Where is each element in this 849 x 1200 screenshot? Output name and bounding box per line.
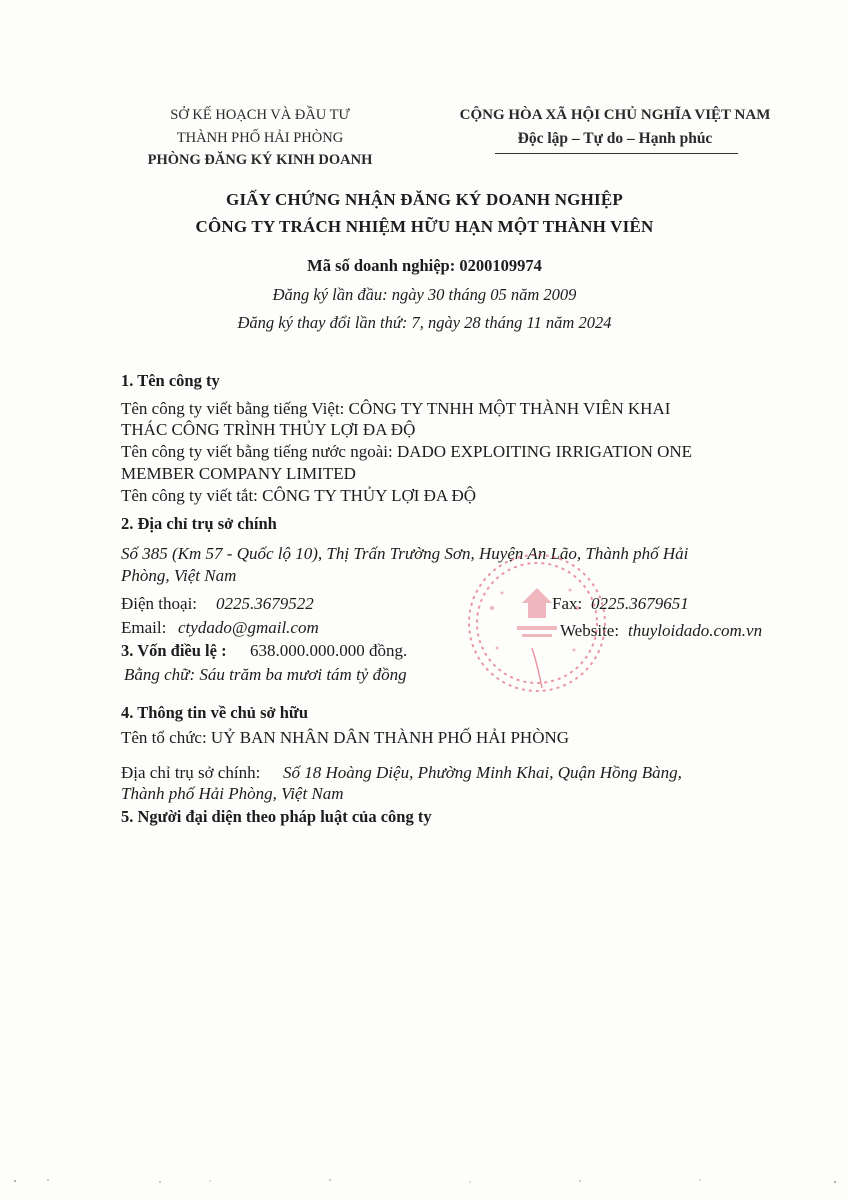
agency-line-2: THÀNH PHỐ HẢI PHÒNG (176, 130, 344, 146)
fax-value: 0225.3679651 (591, 594, 689, 613)
official-seal-icon (462, 548, 612, 698)
owner-org-name: Tên tổ chức: UỶ BAN NHÂN DÂN THÀNH PHỐ HẢI PHÒNG (121, 728, 570, 747)
owner-address-line-1: Số 18 Hoàng Diệu, Phường Minh Khai, Quận Hồng Bàng, (283, 763, 682, 782)
document-title-line-1: GIẤY CHỨNG NHẬN ĐĂNG KÝ DOANH NGHIỆP (226, 190, 623, 209)
section-5-heading: 5. Người đại diện theo pháp luật của công ty (121, 807, 432, 826)
owner-address-line-2: Thành phố Hải Phòng, Việt Nam (121, 784, 344, 803)
website-label: Website: (560, 621, 620, 640)
agency-line-1: SỞ KẾ HOẠCH VÀ ĐẦU TƯ (170, 107, 350, 123)
address-line-2: Phòng, Việt Nam (121, 566, 237, 585)
scan-noise (0, 1176, 849, 1186)
foreign-name-line-1: Tên công ty viết bằng tiếng nước ngoài: DADO EXPLOITING IRRIGATION ONE (121, 442, 693, 461)
short-name: Tên công ty viết tắt: CÔNG TY THỦY LỢI ĐA ĐỘ (121, 486, 477, 505)
charter-capital: 638.000.000.000 đồng. (250, 641, 408, 660)
phone-label: Điện thoại: (121, 594, 198, 613)
website-value: thuyloidado.com.vn (628, 621, 763, 640)
phone-value: 0225.3679522 (216, 594, 314, 613)
section-1-heading: 1. Tên công ty (121, 371, 220, 390)
section-2-heading: 2. Địa chỉ trụ sở chính (121, 514, 277, 533)
motto-underline (495, 153, 738, 154)
amendment-info: Đăng ký thay đổi lần thứ: 7, ngày 28 tháng 11 năm 2024 (237, 313, 612, 332)
capital-in-words: Bằng chữ: Sáu trăm ba mươi tám tỷ đồng (124, 665, 407, 684)
foreign-name-line-2: MEMBER COMPANY LIMITED (121, 464, 356, 483)
owner-address-label: Địa chỉ trụ sở chính: (121, 763, 261, 782)
national-motto: Độc lập – Tự do – Hạnh phúc (517, 130, 713, 147)
national-title: CỘNG HÒA XÃ HỘI CHỦ NGHĨA VIỆT NAM (459, 107, 771, 123)
first-registration: Đăng ký lần đầu: ngày 30 tháng 05 năm 2009 (272, 285, 577, 304)
business-code: Mã số doanh nghiệp: 0200109974 (307, 256, 542, 275)
address-line-1: Số 385 (Km 57 - Quốc lộ 10), Thị Trấn Trường Sơn, Huyện An Lão, Thành phố Hải (121, 544, 689, 563)
section-4-heading: 4. Thông tin về chủ sở hữu (121, 703, 309, 722)
email-label: Email: (121, 618, 167, 637)
agency-line-3: PHÒNG ĐĂNG KÝ KINH DOANH (147, 152, 373, 168)
section-3-heading: 3. Vốn điều lệ : (121, 641, 227, 660)
vn-name-line-1: Tên công ty viết bằng tiếng Việt: CÔNG TY TNHH MỘT THÀNH VIÊN KHAI (121, 399, 671, 418)
fax-label: Fax: (552, 594, 583, 613)
document-title-line-2: CÔNG TY TRÁCH NHIỆM HỮU HẠN MỘT THÀNH VIÊN (195, 217, 654, 236)
vn-name-line-2: THÁC CÔNG TRÌNH THỦY LỢI ĐA ĐỘ (121, 420, 416, 439)
email-value: ctydado@gmail.com (178, 618, 319, 637)
